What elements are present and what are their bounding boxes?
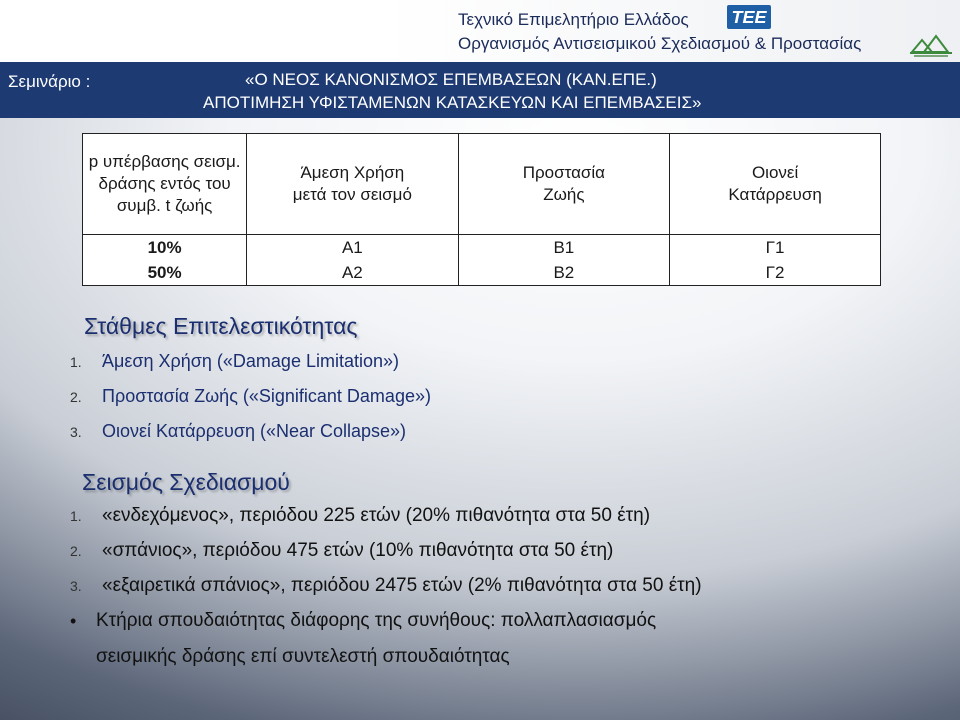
- oasp-logo-icon: [908, 32, 954, 58]
- matrix-cell: Β1: [458, 235, 670, 261]
- matrix-col-header-text: Προστασία: [522, 163, 605, 182]
- matrix-cell: Α2: [247, 260, 458, 286]
- list-number: 1.: [70, 354, 82, 370]
- list-number: 3.: [70, 578, 82, 594]
- matrix-cell: Γ2: [670, 260, 881, 286]
- matrix-col-header-life-safety: [458, 134, 670, 235]
- list-number: 2.: [70, 543, 82, 559]
- matrix-corner-line2: δράσης εντός του: [98, 174, 231, 193]
- tee-logo: ΤΕΕ: [727, 5, 771, 29]
- performance-matrix: [82, 133, 881, 286]
- org-name-line1: Τεχνικό Επιμελητήριο Ελλάδος: [458, 10, 689, 29]
- list-text: «σπάνιος», περιόδου 475 ετών (10% πιθανότητα στα 50 έτη): [102, 540, 614, 561]
- list-text: Οιονεί Κατάρρευση («Near Collapse»): [102, 421, 407, 441]
- matrix-cell: Γ1: [670, 235, 881, 261]
- matrix-prob-cell: 10%: [83, 235, 247, 261]
- list-text: «εξαιρετικά σπάνιος», περιόδου 2475 ετών (2% πιθανότητα στα 50 έτη): [102, 575, 702, 596]
- org-name-line2: Οργανισμός Αντισεισμικού Σχεδιασμού & Προστασίας: [458, 34, 862, 53]
- matrix-corner-line1: p υπέρβασης σεισμ.: [88, 152, 241, 171]
- seminar-title-line2: ΑΠΟΤΙΜΗΣΗ ΥΦΙΣΤΑΜΕΝΩΝ ΚΑΤΑΣΚΕΥΩΝ ΚΑΙ ΕΠΕΜΒΑΣΕΙΣ»: [203, 93, 702, 112]
- matrix-col-header-immediate-use: [247, 134, 458, 235]
- matrix-col-header-near-collapse: [670, 134, 881, 235]
- matrix-row: [83, 235, 881, 261]
- seminar-title-line1: «Ο ΝΕΟΣ ΚΑΝΟΝΙΣΜΟΣ ΕΠΕΜΒΑΣΕΩΝ (ΚΑΝ.ΕΠΕ.): [245, 70, 657, 89]
- matrix-col-header-text: Ζωής: [543, 185, 585, 204]
- list-item: [70, 540, 702, 575]
- top-header: [0, 0, 960, 62]
- list-text: «ενδεχόμενος», περιόδου 225 ετών (20% πιθανότητα στα 50 έτη): [102, 505, 651, 526]
- bullet-text: [96, 603, 916, 675]
- list-number: 1.: [70, 508, 82, 524]
- bullet-icon: •: [70, 611, 77, 631]
- list-item: [70, 351, 431, 386]
- matrix-col-header-text: μετά τον σεισμό: [292, 185, 412, 204]
- design-earthquake-heading: Σεισμός Σχεδιασμού: [82, 469, 290, 495]
- list-item: [70, 505, 702, 540]
- matrix-corner-line3: συμβ. t ζωής: [116, 196, 213, 215]
- matrix-prob-cell: 50%: [83, 260, 247, 286]
- seminar-label: Σεμινάριο :: [8, 72, 91, 91]
- matrix-cell: Β2: [458, 260, 670, 286]
- list-item: [70, 421, 431, 456]
- seminar-band: [0, 62, 960, 118]
- matrix-col-header-text: Κατάρρευση: [728, 185, 822, 204]
- list-number: 2.: [70, 389, 82, 405]
- matrix-corner-header: [83, 134, 247, 235]
- bullet-text-line1: Κτήρια σπουδαιότητας διάφορης της συνήθους: πολλαπλασιασμός: [96, 610, 657, 631]
- bullet-text-line2: σεισμικής δράσης επί συντελεστή σπουδαιότητας: [96, 646, 510, 667]
- list-item: [70, 386, 431, 421]
- matrix-col-header-text: Οιονεί: [751, 163, 799, 182]
- performance-levels-heading: Στάθμες Επιτελεστικότητας: [84, 313, 358, 339]
- matrix-cell: Α1: [247, 235, 458, 261]
- performance-levels-list: [70, 351, 431, 456]
- list-number: 3.: [70, 424, 82, 440]
- list-text: Άμεση Χρήση («Damage Limitation»): [102, 351, 399, 371]
- list-text: Προστασία Ζωής («Significant Damage»): [102, 386, 431, 406]
- matrix-col-header-text: Άμεση Χρήση: [300, 163, 405, 182]
- design-earthquake-list: [70, 505, 702, 610]
- matrix-row: [83, 260, 881, 286]
